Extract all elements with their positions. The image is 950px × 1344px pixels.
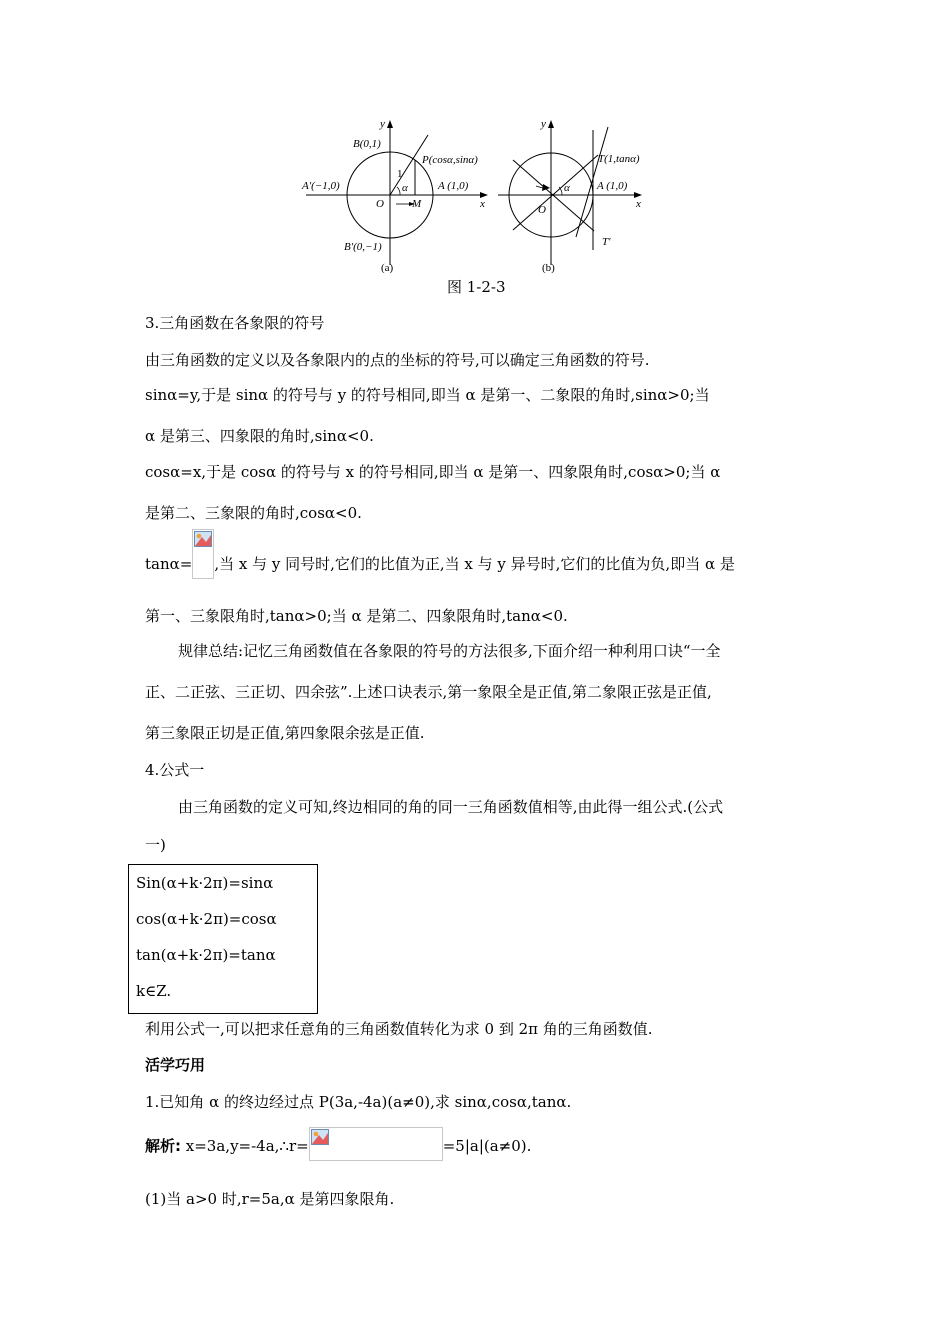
diagram-b: [498, 118, 642, 274]
solution-end: =5|a|(a≠0).: [442, 1137, 532, 1155]
formula-box: [128, 864, 318, 1014]
a-point-b-prime: B′(0,−1): [344, 241, 382, 253]
a-origin: O: [376, 198, 384, 210]
section-3-title: 3.三角函数在各象限的符号: [145, 314, 325, 332]
a-caption: (a): [381, 262, 394, 274]
a-point-m: M: [412, 198, 422, 210]
question-1: 1.已知角 α 的终边经过点 P(3a,-4a)(a≠0),求 sinα,cosα,tanα.: [145, 1093, 572, 1111]
paragraph-tan-1: [145, 551, 735, 579]
unit-circle-figure: [298, 115, 658, 280]
b-x-label: x: [636, 198, 641, 210]
solution-line: [145, 1133, 531, 1161]
a-x-label: x: [480, 198, 485, 210]
rule-summary-1: 规律总结:记忆三角函数值在各象限的符号的方法很多,下面介绍一种利用口诀“一全: [178, 642, 721, 660]
sqrt-image-placeholder: [309, 1127, 443, 1161]
formula-tan: tan(α+k·2π)=tanα: [136, 946, 276, 964]
section-4-title: 4.公式一: [145, 761, 205, 779]
a-radius-label: 1: [397, 168, 403, 180]
b-y-label: y: [541, 118, 546, 130]
a-point-a: A (1,0): [438, 180, 469, 192]
a-point-a-prime: A′(−1,0): [302, 180, 340, 192]
formula-sin: Sin(α+k·2π)=sinα: [136, 874, 274, 892]
paragraph-sin-2: α 是第三、四象限的角时,sinα<0.: [145, 427, 374, 445]
a-angle-label: α: [402, 182, 408, 194]
broken-image-icon: [194, 531, 212, 547]
formula-usage: 利用公式一,可以把求任意角的三角函数值转化为求 0 到 2π 角的三角函数值.: [145, 1020, 653, 1038]
paragraph-sin-1: sinα=y,于是 sinα 的符号与 y 的符号相同,即当 α 是第一、二象限的角时,sinα>0;当: [145, 386, 710, 404]
rule-summary-2: 正、二正弦、三正切、四余弦”.上述口诀表示,第一象限全是正值,第二象限正弦是正值,: [145, 683, 712, 701]
a-y-label: y: [380, 118, 385, 130]
practice-title: 活学巧用: [145, 1056, 206, 1074]
broken-image-icon: [311, 1129, 329, 1145]
formula-intro-1: 由三角函数的定义可知,终边相同的角的同一三角函数值相等,由此得一组公式.(公式: [178, 798, 724, 816]
formula-cos: cos(α+k·2π)=cosα: [136, 910, 277, 928]
formula-intro-2: 一): [145, 836, 166, 854]
diagram-a: [301, 118, 488, 274]
a-point-b: B(0,1): [353, 138, 381, 150]
figure-caption: 图 1-2-3: [447, 278, 506, 296]
solution-start: x=3a,y=-4a,∴r=: [185, 1137, 309, 1155]
b-point-a: A (1,0): [597, 180, 628, 192]
rule-summary-3: 第三象限正切是正值,第四象限余弦是正值.: [145, 724, 425, 742]
case-1: (1)当 a>0 时,r=5a,α 是第四象限角.: [145, 1190, 395, 1208]
b-caption: (b): [542, 262, 555, 274]
b-point-t: T(1,tanα): [598, 153, 640, 165]
fraction-image-placeholder: [192, 529, 214, 579]
tan-explanation: ,当 x 与 y 同号时,它们的比值为正,当 x 与 y 异号时,它们的比值为负,即当 α 是: [214, 555, 735, 573]
paragraph-cos-2: 是第二、三象限的角时,cosα<0.: [145, 504, 362, 522]
b-angle-label: α: [564, 182, 570, 194]
paragraph-tan-2: 第一、三象限角时,tanα>0;当 α 是第二、四象限角时,tanα<0.: [145, 607, 568, 625]
b-origin: O: [538, 204, 546, 216]
formula-k: k∈Z.: [136, 982, 172, 1000]
paragraph-cos-1: cosα=x,于是 cosα 的符号与 x 的符号相同,即当 α 是第一、四象限角时,cosα>0;当 α: [145, 463, 721, 481]
a-point-p: P(cosα,sinα): [422, 154, 478, 166]
b-point-t-prime: T′: [602, 236, 611, 248]
solution-label: 解析:: [145, 1137, 181, 1155]
paragraph-1: 由三角函数的定义以及各象限内的点的坐标的符号,可以确定三角函数的符号.: [145, 351, 650, 369]
tan-prefix: tanα=: [145, 555, 193, 573]
